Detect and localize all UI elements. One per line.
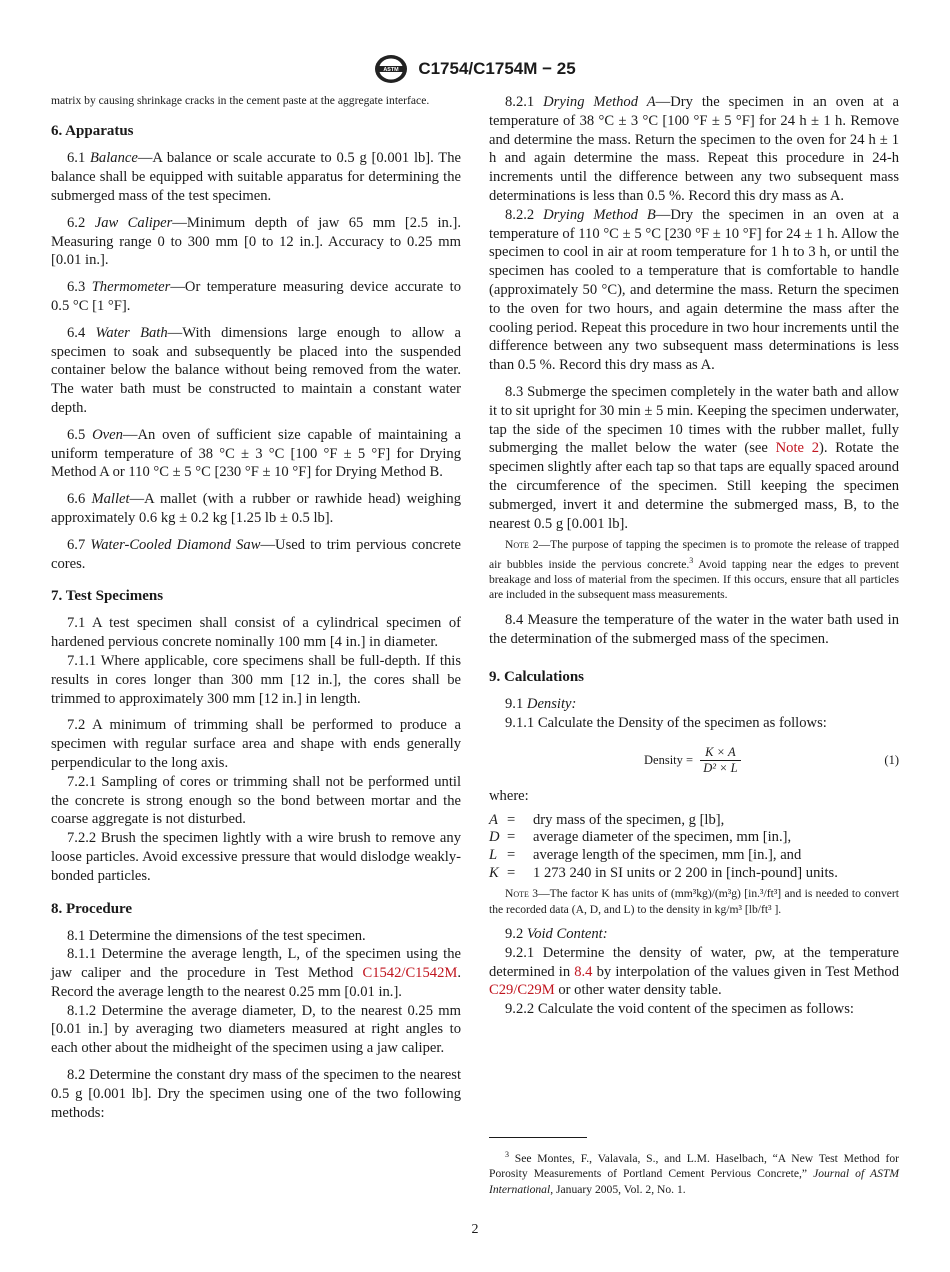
logo-text: ASTM: [383, 67, 399, 74]
equation-label: Density =: [644, 753, 694, 767]
equation-denominator: D² × L: [703, 761, 738, 775]
density-equation: [489, 741, 899, 781]
section-7-title: 7. Test Specimens: [51, 588, 164, 605]
para-8-2-1: 8.2.1 Drying Method A—Dry the specimen in an oven at a temperature of 38 °C ± 3 °C [100 °F ± 5 °F] for 24 h ± 1 h. Remove and determine the mass. Return the specimen to the oven for 24 h ± 1 h and again determine the mass. Repeat this procedure in 24-h increments until the difference between any two subsequent mass determinations is less than 0.5 %. Record this dry mass as A.: [489, 94, 899, 204]
para-6-5: 6.5 Oven—An oven of sufficient size capable of maintaining a uniform temperature of 38 °C ± 3 °C [100 °F ± 5 °F] for Drying Method A or 110 °C ± 5 °C [230 °F ± 10 °F] for Drying Method B.: [51, 426, 461, 481]
section-8-title: 8. Procedure: [51, 900, 133, 917]
right-column: [489, 93, 899, 1019]
para-7-1-1: 7.1.1 Where applicable, core specimens shall be full-depth. If this results in cores longer than 300 mm [12 in.], the cores shall be trimmed to approximately 300 mm [12 in.] in length.: [51, 652, 461, 707]
para-6-3: 6.3 Thermometer—Or temperature measuring device accurate to 0.5 °C [1 °F].: [51, 279, 461, 314]
para-9-2: 9.2 Void Content:: [505, 925, 608, 942]
para-7-2: 7.2 A minimum of trimming shall be performed to produce a specimen with regular surface area and shape with ends generally perpendicular to the long axis.: [51, 717, 461, 771]
para-7-2-2: 7.2.2 Brush the specimen lightly with a wire brush to remove any loose particles. Avoid excessive pressure that would dislodge weakly-bonded particles.: [51, 830, 461, 884]
footnote-divider: [489, 1137, 587, 1138]
para-9-1: 9.1 Density:: [505, 696, 577, 713]
page-number: 2: [471, 1222, 479, 1237]
equation-number: (1): [884, 753, 899, 767]
para-7-1: 7.1 A test specimen shall consist of a cylindrical specimen of hardened pervious concrete nominally 100 mm [4 in.] in diameter.: [51, 615, 461, 651]
para-9-2-2: 9.2.2 Calculate the void content of the specimen as follows:: [505, 1001, 854, 1018]
section-9-title: 9. Calculations: [489, 669, 585, 686]
para-8-1: 8.1 Determine the dimensions of the test specimen.: [67, 927, 366, 944]
continued-text: matrix by causing shrinkage cracks in the cement paste at the aggregate interface.: [51, 94, 430, 107]
standard-designation: C1754/C1754M − 25: [418, 59, 576, 78]
para-8-1-1: 8.1.1 Determine the average length, L, of the specimen using the jaw caliper and the procedure in Test Method C1542/C1542M. Record the average length to the nearest 0.25 mm [0.01 in.].: [51, 946, 461, 1000]
para-8-1-2: 8.1.2 Determine the average diameter, D, to the nearest 0.25 mm [0.01 in.] by averaging two diameters measured at right angles to each other about the midheight of the specimen using a jaw caliper.: [51, 1002, 461, 1057]
para-7-2-1: 7.2.1 Sampling of cores or trimming shall not be performed until the concrete is strong enough so the bond between mortar and the coarse aggregate is not disturbed.: [51, 773, 461, 828]
section-6-title: 6. Apparatus: [51, 123, 134, 140]
para-9-1-1: 9.1.1 Calculate the Density of the specimen as follows:: [505, 715, 827, 732]
link-note-2[interactable]: Note 2: [775, 440, 820, 457]
definition-row: D = average diameter of the specimen, mm [in.],: [489, 829, 792, 846]
link-8-4[interactable]: 8.4: [574, 963, 593, 980]
para-8-2-2: 8.2.2 Drying Method B—Dry the specimen in an oven at a temperature of 110 °C ± 5 °C [230 °F ± 10 °F] for 24 ± 1 h. Allow the specimen to cool in air at room temperature for 1 h to 3 h, or until the specimen has cooled to a temperature that is comfortable to handle (approximately 50 °C), and determine the mass. Return the specimen to the oven for two hours, and again determine the mass after the cooling period. Repeat this procedure in two hour increments until the difference between any two subsequent mass determinations is less than 0.5 %. Record this dry mass as A.: [489, 206, 899, 374]
para-6-1: 6.1 Balance—A balance or scale accurate to 0.5 g [0.001 lb]. The balance shall be equipped with suitable apparatus for determining the submerged mass of the test specimen.: [51, 150, 461, 204]
para-9-2-1: 9.2.1 Determine the density of water, ρw, at the temperature determined in 8.4 by interpolation of the values given in Test Method C29/C29M or other water density table.: [489, 944, 899, 999]
para-8-3: 8.3 Submerge the specimen completely in the water bath and allow it to sit upright for 30 min ± 5 min. Keeping the specimen underwater, tap the side of the specimen 10 times with the rubber mallet, fully submerging the mallet below the water (see Note 2). Rotate the specimen slightly after each tap so that taps are equally spaced around the circumference of the specimen. Still keeping the specimen submerged, invert it and determine the submerged mass, B, to the nearest 0.5 g [0.001 lb].: [489, 383, 899, 532]
para-6-6: 6.6 Mallet—A mallet (with a rubber or rawhide head) weighing approximately 0.6 kg ± 0.2 kg [1.25 lb ± 0.5 lb].: [51, 491, 461, 526]
link-c29[interactable]: C29/C29M: [489, 982, 555, 999]
equation-fraction: [700, 745, 740, 776]
para-8-2: 8.2 Determine the constant dry mass of the specimen to the nearest 0.5 g [0.001 lb]. Dry the specimen using one of the two following methods:: [51, 1067, 461, 1121]
page-header: [0, 54, 950, 84]
para-6-7: 6.7 Water-Cooled Diamond Saw—Used to trim pervious concrete cores.: [51, 536, 462, 572]
where-label: where:: [489, 788, 529, 804]
equation-numerator: K × A: [700, 745, 740, 761]
footnote-3: $^3$ See Montes, F., Valavala, S., and L.M. Haselbach, “A New Test Method for Porosity Measurements of Portland Cement Pervious Concrete,” Journal of ASTM International, January 2005, Vol. 2, No. 1.: [489, 1150, 900, 1196]
astm-logo-icon: [374, 54, 408, 84]
para-6-4: 6.4 Water Bath—With dimensions large enough to allow a specimen to soak and subsequently be placed into the suspended container below the balance without being removed from the water. The water bath must be constructed to maintain a constant water depth.: [51, 324, 461, 416]
note-3: Note 3—The factor K has units of (mm³kg)/(m³g) [in.³/ft³] and is needed to convert the recorded data (A, D, and L) to the density in kg/m³ [lb/ft³ ].: [489, 887, 899, 916]
para-8-4: 8.4 Measure the temperature of the water in the water bath used in the determination of the submerged mass of the specimen.: [489, 611, 899, 647]
left-column: [51, 93, 461, 1122]
definition-row: L = average length of the specimen, mm [in.], and: [489, 846, 802, 863]
link-c1542[interactable]: C1542/C1542M: [362, 965, 458, 982]
definition-row: K = 1 273 240 in SI units or 2 200 in [inch-pound] units.: [489, 864, 838, 881]
definition-row: A = dry mass of the specimen, g [lb],: [489, 811, 725, 828]
para-6-2: 6.2 Jaw Caliper—Minimum depth of jaw 65 mm [2.5 in.]. Measuring range 0 to 300 mm [0 to 12 in.]. Accuracy to 0.25 mm [0.01 in.].: [51, 214, 461, 269]
note-2: Note 2—The purpose of tapping the specimen is to promote the release of trapped air bubbles inside the pervious concrete.$^3$ Avoid tapping near the edges to prevent breakage and loss of material from the specimen. If this occurs, ensure that all particles are included in the subsequent mass measurements.: [489, 538, 900, 602]
